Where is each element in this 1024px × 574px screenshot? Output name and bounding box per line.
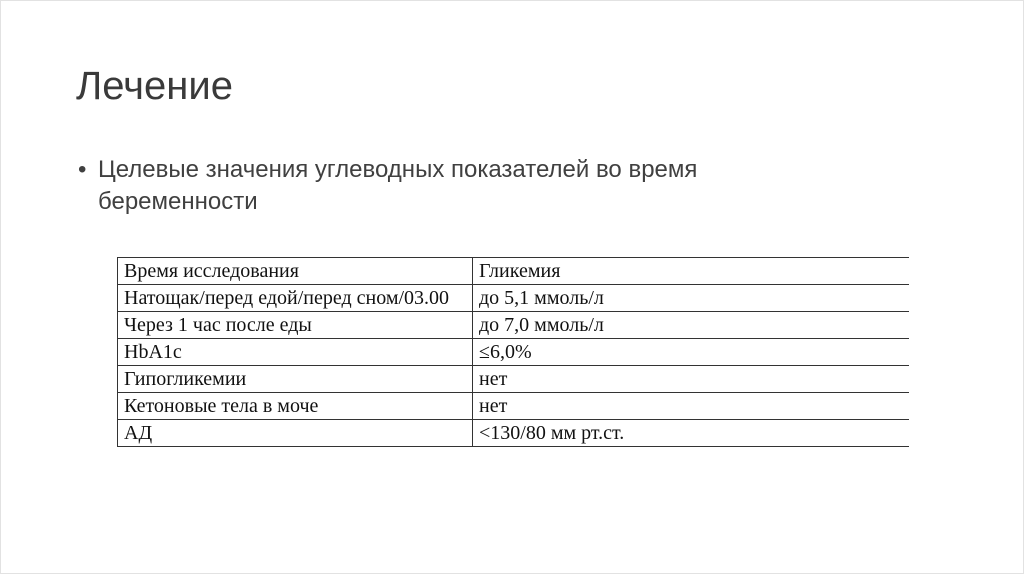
table-header-cell: Гликемия	[473, 258, 910, 285]
bullet-item	[78, 154, 838, 218]
table-header-cell: Время исследования	[118, 258, 473, 285]
table-cell: нет	[473, 366, 910, 393]
table-cell: АД	[118, 420, 473, 447]
table-row	[118, 393, 910, 420]
table-cell: ≤6,0%	[473, 339, 910, 366]
bullet-dot-icon: •	[78, 156, 87, 183]
table-cell: нет	[473, 393, 910, 420]
table-row	[118, 339, 910, 366]
table-cell: <130/80 мм рт.ст.	[473, 420, 910, 447]
bullet-list	[78, 154, 838, 218]
table-container	[117, 257, 909, 485]
slide-title: Лечение	[76, 64, 233, 108]
table-cell: Гипогликемии	[118, 366, 473, 393]
table-header-row	[118, 258, 910, 285]
table-cell: до 5,1 ммоль/л	[473, 285, 910, 312]
table-row	[118, 366, 910, 393]
table-cell: Натощак/перед едой/перед сном/03.00	[118, 285, 473, 312]
table-cell: Через 1 час после еды	[118, 312, 473, 339]
glycemia-table	[117, 257, 909, 447]
bullet-text: Целевые значения углеводных показателей во время беременности	[98, 156, 698, 215]
table-cell: до 7,0 ммоль/л	[473, 312, 910, 339]
table-row	[118, 420, 910, 447]
table-row	[118, 285, 910, 312]
table-cell: HbA1c	[118, 339, 473, 366]
table-row	[118, 312, 910, 339]
table-cell: Кетоновые тела в моче	[118, 393, 473, 420]
